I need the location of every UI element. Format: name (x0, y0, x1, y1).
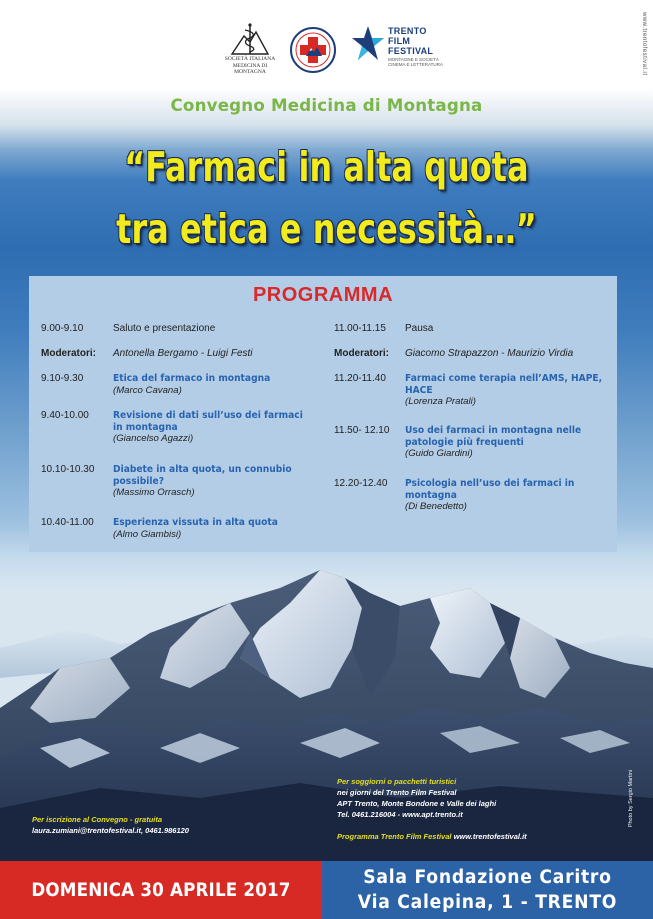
event-subtitle: Convegno Medicina di Montagna (170, 96, 483, 116)
registration-contact[interactable]: laura.zumiani@trentofestival.it, 0461.986120 (32, 826, 189, 835)
festival-label: Programma Trento Film Festival (337, 832, 452, 841)
programme-box (29, 276, 617, 552)
talk-speaker: (Massimo Orrasch) (113, 487, 195, 498)
talk-time: 10.40-11.00 (41, 517, 94, 528)
tourism-info (337, 776, 527, 842)
talk-time: 9.10-9.30 (41, 373, 84, 384)
talk-speaker: (Di Benedetto) (405, 501, 467, 512)
stay-line-2: APT Trento, Monte Bondone e Valle dei laghi (337, 799, 497, 808)
talk-time: 12.20-12.40 (334, 478, 388, 489)
left-moderators-label: Moderatori: (41, 348, 96, 359)
logo-strip (0, 22, 653, 82)
cai-logo (289, 26, 337, 74)
main-title-line-1: “Farmaci in alta quota (124, 143, 529, 191)
talk-title: Psicologia nell’uso dei farmaci in montagna (405, 478, 575, 501)
date-banner (0, 861, 322, 919)
talk-body (113, 410, 319, 445)
stay-line-3: Tel. 0461.216004 - www.apt.trento.it (337, 810, 463, 819)
talk-speaker: (Giancelso Agazzi) (113, 433, 194, 444)
talk-speaker: (Almo Giambisi) (113, 528, 182, 540)
pause-label: Pausa (405, 323, 434, 334)
pause-time: 11.00-11.15 (334, 323, 386, 334)
tff-word-2: FILM (388, 36, 411, 46)
talk-title: Uso dei farmaci in montagna nelle patologie più frequenti (405, 425, 582, 448)
main-title-line-2: tra etica e necessità…” (116, 205, 537, 253)
talk-body (113, 517, 323, 541)
trento-film-festival-logo (350, 24, 460, 76)
red-cross-badge-icon (289, 26, 337, 74)
registration-heading: Per iscrizione al Convegno - gratuita (32, 815, 163, 824)
talk-title: Esperienza vissuta in alta quota (113, 517, 278, 528)
sim-caption-1: SOCIETÀ ITALIANA (224, 56, 276, 62)
talk-time: 11.50- 12.10 (334, 425, 390, 436)
venue-banner (322, 861, 653, 919)
talk-body (405, 373, 613, 408)
talk-speaker: (Marco Cavana) (113, 384, 182, 396)
festival-line (337, 831, 527, 842)
talk-body (113, 464, 319, 499)
caduceus-mountain-icon (230, 22, 270, 56)
tff-sub-1: MONTAGNE E SOCIETÀ (388, 57, 439, 62)
talk-time: 11.20-11.40 (334, 373, 386, 384)
talk-title: Revisione di dati sull’uso dei farmaci in montagna (113, 410, 303, 433)
right-moderators-names: Giacomo Strapazzon - Maurizio Virdia (405, 348, 574, 359)
tff-wordmark (388, 26, 433, 56)
venue-name: Sala Fondazione Caritro (363, 867, 612, 888)
stay-heading: Per soggiorni o pacchetti turistici (337, 777, 457, 786)
talk-time: 10.10-10.30 (41, 464, 95, 475)
right-moderators-label: Moderatori: (334, 348, 389, 359)
talk-speaker: (Lorenza Pratali) (405, 396, 476, 407)
festival-url[interactable]: www.trentofestival.it (453, 832, 527, 841)
programme-heading: PROGRAMMA (252, 284, 394, 306)
tff-word-3: FESTIVAL (388, 46, 434, 56)
talk-speaker: (Guido Giardini) (405, 448, 473, 459)
left-moderators-names: Antonella Bergamo - Luigi Festi (113, 348, 253, 359)
registration-info (32, 814, 189, 836)
star-icon (350, 24, 386, 64)
welcome-time: 9.00-9.10 (41, 323, 84, 334)
talk-body (405, 425, 615, 460)
talk-title: Farmaci come terapia nell’AMS, HAPE, HACE (405, 373, 603, 396)
side-website-credit: www.trentofestival.it (641, 12, 647, 76)
sim-caption-2: MEDICINA DI MONTAGNA (232, 62, 268, 75)
sim-logo (222, 22, 278, 76)
talk-body (113, 373, 313, 397)
venue-address: Via Calepina, 1 - TRENTO (357, 892, 618, 913)
talk-body (405, 478, 615, 513)
talk-title: Etica del farmaco in montagna (113, 373, 271, 384)
event-date: DOMENICA 30 APRILE 2017 (31, 879, 291, 901)
photo-credit: Photo by Sergio Martini (628, 770, 634, 828)
welcome-label: Saluto e presentazione (113, 323, 216, 334)
talk-title: Diabete in alta quota, un connubio possibile? (113, 464, 292, 487)
stay-line-1: nei giorni del Trento Film Festival (337, 788, 457, 797)
tff-word-1: TRENTO (388, 26, 427, 36)
talk-time: 9.40-10.00 (41, 410, 89, 421)
tff-subtitle (388, 57, 458, 67)
tff-sub-2: CINEMA E LETTERATURA (388, 62, 443, 67)
